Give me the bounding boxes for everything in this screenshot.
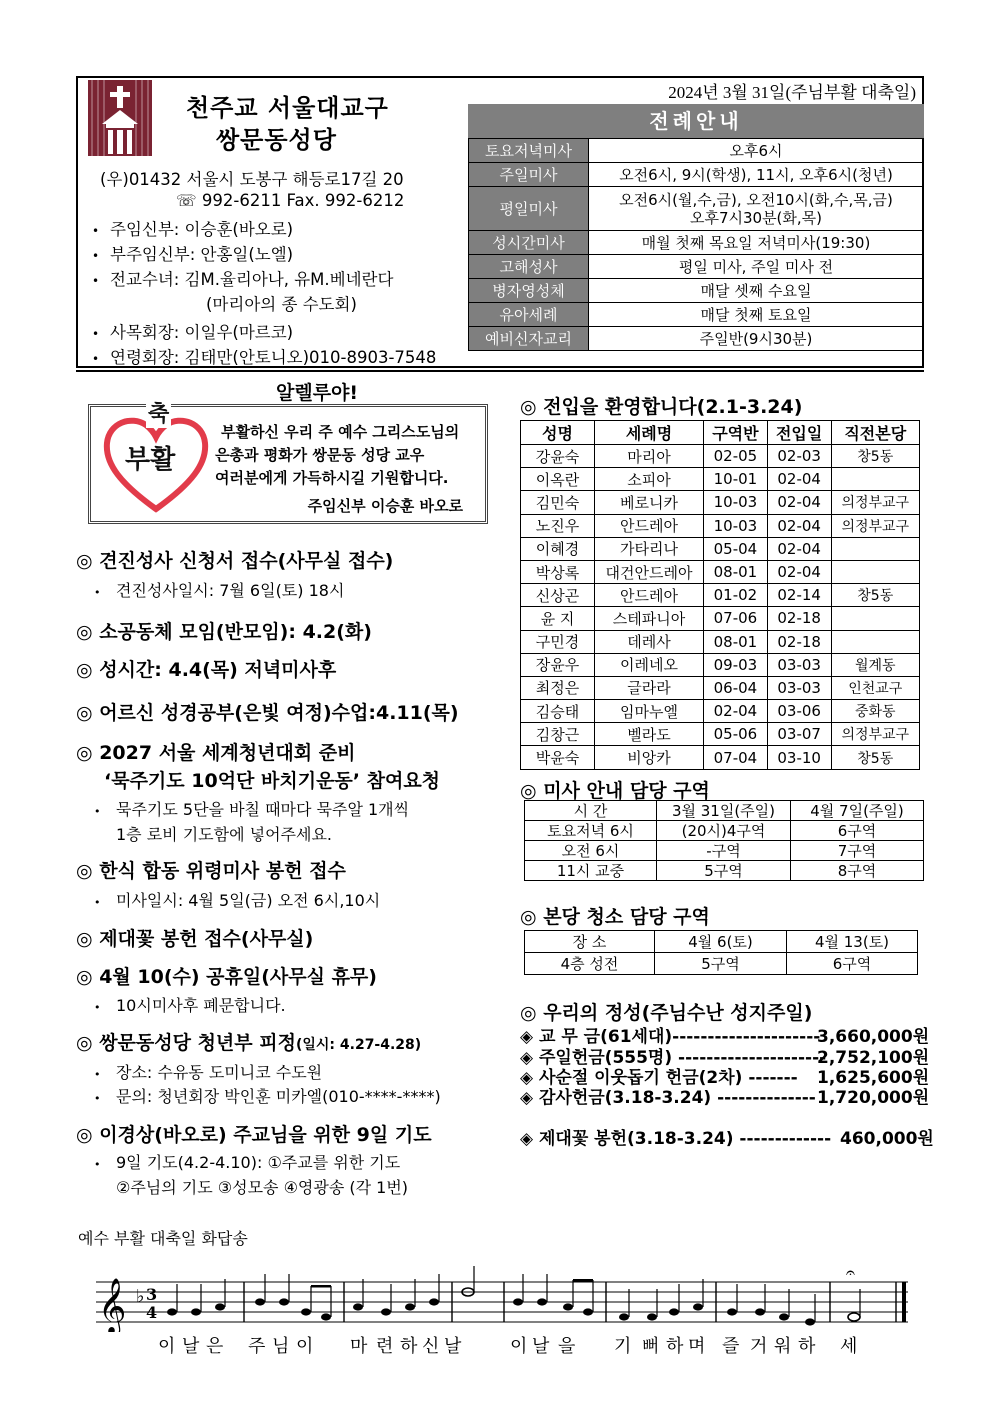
table-cell: 6구역 <box>791 821 924 841</box>
notice-holiday-detail: • 10시미사후 폐문합니다. <box>94 996 286 1015</box>
table-cell: 인천교구 <box>831 676 919 699</box>
greeting-line: 은총과 평화가 쌍문동 성당 교우 <box>215 446 425 464</box>
notice-wyd-campaign: ‘묵주기도 10억단 바치기운동’ 참여요청 <box>104 770 441 792</box>
lyric-syllable: 주 <box>248 1336 267 1357</box>
notice-altar-flowers: ◎ 제대꽃 봉헌 접수(사무실) <box>76 928 314 950</box>
notice-wyd-detail: • 묵주기도 5단을 바칠 때마다 묵주알 1개씩 <box>94 800 410 819</box>
parish-title-line2: 쌍문동성당 <box>216 125 337 154</box>
table-cell: 박윤숙 <box>521 746 595 769</box>
notice-holy-hour: ◎ 성시간: 4.4(목) 저녁미사후 <box>76 659 337 681</box>
table-cell: 김창근 <box>521 723 595 746</box>
column-header: 구역반 <box>704 421 768 445</box>
table-cell: 창5동 <box>831 445 919 468</box>
table-cell <box>831 630 919 653</box>
table-cell: 의정부교구 <box>831 491 919 514</box>
table-cell: 06-04 <box>704 676 768 699</box>
table-cell: 10-03 <box>704 514 768 537</box>
column-header: 시 간 <box>525 801 657 821</box>
lyric-syllable: 날 <box>182 1336 201 1357</box>
table-cell: 스테파니아 <box>595 607 704 630</box>
lyric-syllable: 하 <box>798 1336 817 1357</box>
table-row <box>525 841 924 861</box>
table-cell: 10-03 <box>704 491 768 514</box>
staff-council: • 사목회장: 이일우(마르코) <box>92 323 294 342</box>
table-row <box>521 653 920 676</box>
liturgy-value: 매달 첫째 토요일 <box>589 303 924 327</box>
table-cell: 장윤우 <box>521 653 595 676</box>
lyric-syllable: 신 <box>422 1336 441 1357</box>
greeting-signature: 주임신부 이승훈 바오로 <box>307 497 463 515</box>
header-divider <box>76 370 924 372</box>
column-header: 4월 6(토) <box>655 931 787 953</box>
liturgy-table <box>468 138 924 351</box>
header-box <box>76 76 924 368</box>
column-header: 장 소 <box>525 931 655 953</box>
column-header: 세례명 <box>595 421 704 445</box>
staff-sisters-order: (마리아의 종 수도회) <box>206 295 357 314</box>
table-cell: 02-04 <box>767 514 831 537</box>
table-cell: 마리아 <box>595 445 704 468</box>
liturgy-value: 평일 미사, 주일 미사 전 <box>589 255 924 279</box>
table-cell: 베로니카 <box>595 491 704 514</box>
lyric-syllable: 을 <box>558 1336 577 1357</box>
lyric-syllable: 날 <box>444 1336 463 1357</box>
parish-info <box>78 78 468 366</box>
table-cell: 08-01 <box>704 630 768 653</box>
table-cell: 이레네오 <box>595 653 704 676</box>
offering-thanks: ◈ 감사헌금(3.18-3.24) -------------- 1,720,000원 <box>520 1088 930 1108</box>
table-cell: 구민경 <box>521 630 595 653</box>
column-header: 3월 31일(주일) <box>657 801 791 821</box>
liturgy-value: 오전6시(월,수,금), 오전10시(화,수,목,금) 오후7시30분(화,목) <box>589 187 924 231</box>
table-cell: 안드레아 <box>595 514 704 537</box>
offering-lent: ◈ 사순절 이웃돕기 헌금(2차) ------- 1,625,600원 <box>520 1068 930 1088</box>
column-header: 직전본당 <box>831 421 919 445</box>
liturgy-key: 유아세례 <box>469 303 589 327</box>
notice-wyd-detail-2: 1층 로비 기도함에 넣어주세요. <box>116 825 332 844</box>
table-cell: 03-07 <box>767 723 831 746</box>
notice-memorial-detail: • 미사일시: 4월 5일(금) 오전 6시,10시 <box>94 891 381 910</box>
column-header: 성명 <box>521 421 595 445</box>
table-cell: 최정은 <box>521 676 595 699</box>
lyric-syllable: 이 <box>158 1336 177 1357</box>
table-cell <box>831 537 919 560</box>
lyric-syllable: 님 <box>272 1336 291 1357</box>
notice-holiday: ◎ 4월 10(수) 공휴일(사무실 휴무) <box>76 966 377 988</box>
newcomers-table <box>520 420 920 770</box>
lyric-syllable: 하 <box>400 1336 419 1357</box>
table-cell: 의정부교구 <box>831 723 919 746</box>
liturgy-key: 주일미사 <box>469 163 589 187</box>
table-cell: 6구역 <box>787 953 918 975</box>
table-cell: -구역 <box>657 841 791 861</box>
parish-logo <box>88 80 152 156</box>
table-header-row <box>521 421 920 445</box>
table-cell <box>831 468 919 491</box>
notice-novena: ◎ 이경상(바오로) 주교님을 위한 9일 기도 <box>76 1124 432 1146</box>
lyric-syllable: 즐 <box>722 1336 741 1357</box>
cleaning-table <box>524 930 918 975</box>
column-header: 4월 13(토) <box>787 931 918 953</box>
staff-assistant: • 부주임신부: 안홍일(노엘) <box>92 245 294 264</box>
table-row <box>521 630 920 653</box>
table-cell: 데레사 <box>595 630 704 653</box>
liturgy-value: 오후6시 <box>589 139 924 163</box>
table-cell: 02-04 <box>767 468 831 491</box>
table-cell: 오전 6시 <box>525 841 657 861</box>
table-cell: 03-03 <box>767 676 831 699</box>
liturgy-value: 오전6시, 9시(학생), 11시, 오후6시(청년) <box>589 163 924 187</box>
liturgy-key: 평일미사 <box>469 187 589 231</box>
lyric-syllable: 워 <box>774 1336 793 1357</box>
lyric-syllable: 마 <box>350 1336 369 1357</box>
table-row <box>525 821 924 841</box>
liturgy-key: 병자영성체 <box>469 279 589 303</box>
offering-sunday: ◈ 주일헌금(555명) --------------------- 2,752,100원 <box>520 1048 930 1068</box>
table-cell: 08-01 <box>704 560 768 583</box>
notice-youth-retreat: ◎ 쌍문동성당 청년부 피정(일시: 4.27-4.28) <box>76 1032 422 1054</box>
liturgy-info <box>468 78 922 366</box>
lyric-syllable: 이 <box>296 1336 315 1357</box>
liturgy-row <box>469 255 924 279</box>
table-cell: 03-03 <box>767 653 831 676</box>
table-cell: 박상록 <box>521 560 595 583</box>
table-cell: 03-06 <box>767 700 831 723</box>
liturgy-key: 고해성사 <box>469 255 589 279</box>
table-cell: 02-14 <box>767 584 831 607</box>
table-row <box>521 560 920 583</box>
table-cell: 07-04 <box>704 746 768 769</box>
table-row <box>525 861 924 881</box>
table-cell: 5구역 <box>655 953 787 975</box>
svg-text:3: 3 <box>146 1285 158 1304</box>
table-cell: 02-03 <box>767 445 831 468</box>
lyric-syllable: 하 <box>666 1336 685 1357</box>
table-row <box>521 746 920 769</box>
table-row <box>521 676 920 699</box>
greeting-line: 여러분에게 가득하시길 기원합니다. <box>215 469 449 487</box>
table-row <box>521 445 920 468</box>
easter-greeting <box>88 401 488 524</box>
music-staff <box>96 1262 908 1332</box>
table-cell: 의정부교구 <box>831 514 919 537</box>
table-cell: 7구역 <box>791 841 924 861</box>
staff-funeral: • 연령회장: 김태만(안토니오)010-8903-7548 <box>92 348 437 367</box>
table-row <box>521 723 920 746</box>
liturgy-row <box>469 327 924 351</box>
parish-address: (우)01432 서울시 도봉구 해등로17길 20 <box>100 170 404 189</box>
cleaning-title: ◎ 본당 청소 담당 구역 <box>520 906 710 928</box>
table-cell: 김승태 <box>521 700 595 723</box>
heart-text-bottom: 부활 <box>125 445 176 475</box>
liturgy-key: 예비신자교리 <box>469 327 589 351</box>
offering-tithe: ◈ 교 무 금(61세대)--------------------- 3,660,000원 <box>520 1027 930 1047</box>
table-cell: 이옥란 <box>521 468 595 491</box>
table-cell: 4층 성전 <box>525 953 655 975</box>
table-cell: 02-04 <box>767 491 831 514</box>
table-cell: 안드레아 <box>595 584 704 607</box>
table-cell: 8구역 <box>791 861 924 881</box>
heart-icon <box>101 401 211 519</box>
table-cell: (20시)4구역 <box>657 821 791 841</box>
table-row <box>521 537 920 560</box>
heart-text-top: 축 <box>146 397 171 428</box>
liturgy-key: 토요저녁미사 <box>469 139 589 163</box>
table-header-row <box>525 931 918 953</box>
notice-novena-detail-2: ②주님의 기도 ③성모송 ④영광송 (각 1번) <box>116 1178 409 1197</box>
table-cell: 월계동 <box>831 653 919 676</box>
table-cell: 중화동 <box>831 700 919 723</box>
table-cell: 토요저녁 6시 <box>525 821 657 841</box>
table-cell: 글라라 <box>595 676 704 699</box>
table-cell: 비앙카 <box>595 746 704 769</box>
lyric-syllable: 뻐 <box>642 1336 661 1357</box>
column-header: 전입일 <box>767 421 831 445</box>
liturgy-row <box>469 231 924 255</box>
table-cell: 윤 지 <box>521 607 595 630</box>
table-cell: 02-18 <box>767 607 831 630</box>
lyric-syllable: 며 <box>688 1336 707 1357</box>
table-row <box>521 607 920 630</box>
lyric-syllable: 날 <box>532 1336 551 1357</box>
table-header-row <box>525 801 924 821</box>
notice-memorial-mass: ◎ 한식 합동 위령미사 봉헌 접수 <box>76 860 346 882</box>
table-cell: 벨라도 <box>595 723 704 746</box>
parish-phone: ☏ 992-6211 Fax. 992-6212 <box>176 191 405 210</box>
mass-guide-table <box>524 800 924 881</box>
table-cell: 09-03 <box>704 653 768 676</box>
lyric-syllable: 기 <box>614 1336 633 1357</box>
greeting-heading: 알렐루야! <box>276 382 359 404</box>
table-row <box>521 584 920 607</box>
notice-youth-contact: • 문의: 청년회장 박인훈 미카엘(010-****-****) <box>94 1087 441 1106</box>
psalm-title: 예수 부활 대축일 화답송 <box>78 1229 248 1248</box>
table-cell: 02-04 <box>767 537 831 560</box>
liturgy-value: 매월 첫째 목요일 저녁미사(19:30) <box>589 231 924 255</box>
notice-youth-place: • 장소: 수유동 도미니코 수도원 <box>94 1063 323 1082</box>
table-cell: 대건안드레아 <box>595 560 704 583</box>
liturgy-row <box>469 279 924 303</box>
table-cell: 강윤숙 <box>521 445 595 468</box>
svg-text:4: 4 <box>146 1303 158 1322</box>
notice-novena-detail: • 9일 기도(4.2-4.10): ①주교를 위한 기도 <box>94 1153 401 1172</box>
table-row <box>525 953 918 975</box>
table-cell: 03-10 <box>767 746 831 769</box>
svg-text:♭: ♭ <box>136 1286 145 1307</box>
table-cell: 소피아 <box>595 468 704 491</box>
lyric-syllable: 은 <box>206 1336 225 1357</box>
table-row <box>521 514 920 537</box>
staff-pastor: • 주임신부: 이승훈(바오로) <box>92 220 294 239</box>
liturgy-value: 주일반(9시30분) <box>589 327 924 351</box>
liturgy-title: 전례안내 <box>468 104 924 138</box>
mass-guide-title: ◎ 미사 안내 담당 구역 <box>520 780 710 802</box>
notice-confirmation-detail: • 견진성사일시: 7월 6일(토) 18시 <box>94 581 345 600</box>
staff-sisters: • 전교수녀: 김M.율리아나, 유M.베네란다 <box>92 270 394 289</box>
notice-elder-bible: ◎ 어르신 성경공부(은빛 여정)수업:4.11(목) <box>76 702 459 724</box>
lyric-syllable: 거 <box>750 1336 769 1357</box>
offerings-title: ◎ 우리의 정성(주님수난 성지주일) <box>520 1002 813 1024</box>
lyric-syllable: 이 <box>510 1336 529 1357</box>
parish-title-line1: 천주교 서울대교구 <box>186 93 389 122</box>
column-header: 4월 7일(주일) <box>791 801 924 821</box>
table-row <box>521 491 920 514</box>
table-cell: 가타리나 <box>595 537 704 560</box>
table-cell: 5구역 <box>657 861 791 881</box>
table-row <box>521 468 920 491</box>
notice-confirmation: ◎ 견진성사 신청서 접수(사무실 접수) <box>76 550 394 572</box>
table-row <box>521 700 920 723</box>
lyric-syllable: 련 <box>376 1336 395 1357</box>
table-cell: 02-18 <box>767 630 831 653</box>
table-cell: 창5동 <box>831 746 919 769</box>
table-cell: 10-01 <box>704 468 768 491</box>
table-cell: 임마누엘 <box>595 700 704 723</box>
table-cell: 이혜경 <box>521 537 595 560</box>
table-cell: 07-06 <box>704 607 768 630</box>
table-cell: 노진우 <box>521 514 595 537</box>
liturgy-row <box>469 187 924 231</box>
offering-flowers: ◈ 제대꽃 봉헌(3.18-3.24) ------------- 460,000원 <box>520 1129 934 1149</box>
greeting-line: 부활하신 우리 주 예수 그리스도님의 <box>221 423 460 441</box>
liturgy-row <box>469 163 924 187</box>
table-cell: 05-04 <box>704 537 768 560</box>
svg-text:𝄞: 𝄞 <box>98 1278 127 1332</box>
table-cell: 김민숙 <box>521 491 595 514</box>
liturgy-row <box>469 139 924 163</box>
table-cell: 신상곤 <box>521 584 595 607</box>
notice-small-community: ◎ 소공동체 모임(반모임): 4.2(화) <box>76 621 372 643</box>
liturgy-row <box>469 303 924 327</box>
newcomers-title: ◎ 전입을 환영합니다(2.1-3.24) <box>520 396 803 418</box>
table-cell: 창5동 <box>831 584 919 607</box>
table-cell: 02-04 <box>704 700 768 723</box>
table-cell <box>831 607 919 630</box>
table-cell: 05-06 <box>704 723 768 746</box>
table-cell: 02-04 <box>767 560 831 583</box>
lyric-syllable: 세 <box>840 1336 859 1357</box>
notice-wyd: ◎ 2027 서울 세계청년대회 준비 <box>76 742 356 764</box>
table-cell: 02-05 <box>704 445 768 468</box>
liturgy-key: 성시간미사 <box>469 231 589 255</box>
liturgy-value: 매달 셋째 수요일 <box>589 279 924 303</box>
bulletin-date: 2024년 3월 31일(주님부활 대축일) <box>668 83 916 102</box>
table-cell: 11시 교중 <box>525 861 657 881</box>
table-cell: 01-02 <box>704 584 768 607</box>
svg-text:𝄐: 𝄐 <box>846 1263 855 1282</box>
table-cell <box>831 560 919 583</box>
